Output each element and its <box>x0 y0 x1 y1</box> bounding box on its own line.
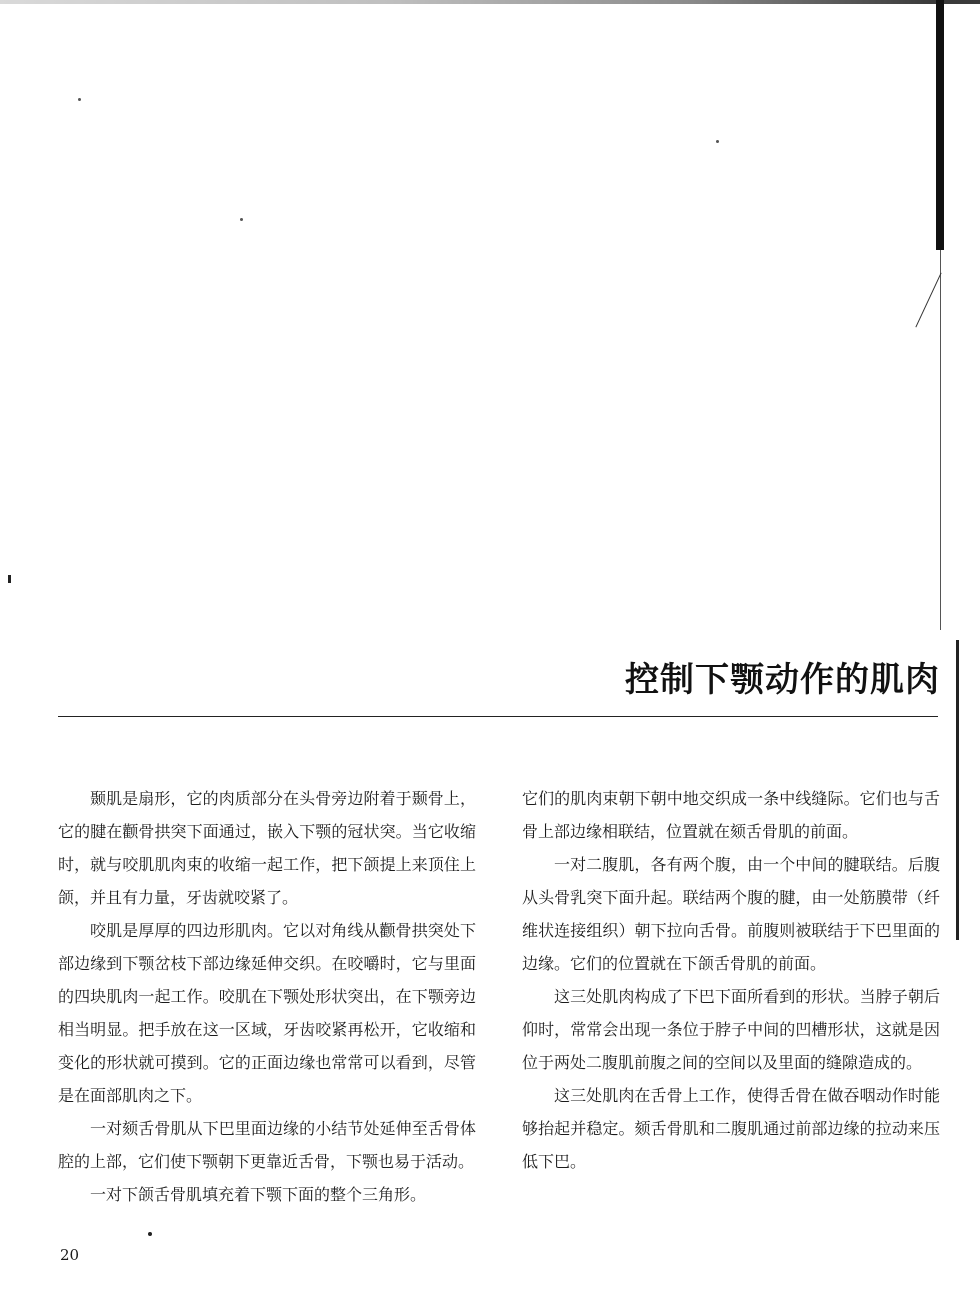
paragraph: 颞肌是扇形，它的肉质部分在头骨旁边附着于颞骨上，它的腱在颧骨拱突下面通过，嵌入下颚的冠状突。当它收缩时，就与咬肌肌肉束的收缩一起工作，把下颌提上来顶住上颌，并且有力量，牙齿就咬紧了。 <box>58 789 476 907</box>
scan-edge-shadow-lower <box>956 640 959 940</box>
paragraph: 咬肌是厚厚的四边形肌肉。它以对角线从颧骨拱突处下部边缘到下颚岔枝下部边缘延伸交织。在咬嚼时，它与里面的四块肌肉一起工作。咬肌在下颚处形状突出，在下颚旁边相当明显。把手放在这一区域，牙齿咬紧再松开，它收缩和变化的形状就可摸到。它的正面边缘也常常可以看到，尽管是在面部肌肉之下。 <box>58 921 476 1105</box>
scan-speck <box>240 218 243 221</box>
scan-edge-line <box>940 250 941 630</box>
scan-speck <box>148 1232 152 1236</box>
paragraph: 一对下颌舌骨肌填充着下颚下面的整个三角形。 <box>90 1185 427 1204</box>
scan-edge-shadow <box>936 0 944 250</box>
left-column <box>58 782 476 1211</box>
paragraph: 这三处肌肉在舌骨上工作，使得舌骨在做吞咽动作时能够抬起并稳定。颏舌骨肌和二腹肌通过前部边缘的拉动来压低下巴。 <box>522 1086 940 1171</box>
paragraph-continuation: 它们的肌肉束朝下朝中地交织成一条中线缝际。它们也与舌骨上部边缘相联结，位置就在颏舌骨肌的前面。 <box>522 789 940 841</box>
scan-edge-stroke <box>915 273 941 328</box>
scan-top-edge <box>0 0 980 4</box>
paragraph: 一对颏舌骨肌从下巴里面边缘的小结节处延伸至舌骨体腔的上部，它们使下颚朝下更靠近舌骨，下颚也易于活动。 <box>58 1119 476 1171</box>
paragraph: 这三处肌肉构成了下巴下面所看到的形状。当脖子朝后仰时，常常会出现一条位于脖子中间的凹槽形状，这就是因位于两处二腹肌前腹之间的空间以及里面的缝隙造成的。 <box>522 987 940 1072</box>
right-column <box>522 782 940 1178</box>
page-title: 控制下颚动作的肌肉 <box>625 660 940 700</box>
scan-left-mark <box>8 575 11 583</box>
scan-speck <box>716 140 719 143</box>
title-rule <box>58 716 938 717</box>
page-number: 20 <box>60 1246 80 1264</box>
paragraph: 一对二腹肌，各有两个腹，由一个中间的腱联结。后腹从头骨乳突下面升起。联结两个腹的腱，由一处筋膜带（纤维状连接组织）朝下拉向舌骨。前腹则被联结于下巴里面的边缘。它们的位置就在下颌舌骨肌的前面。 <box>522 855 940 973</box>
scan-speck <box>78 98 81 101</box>
